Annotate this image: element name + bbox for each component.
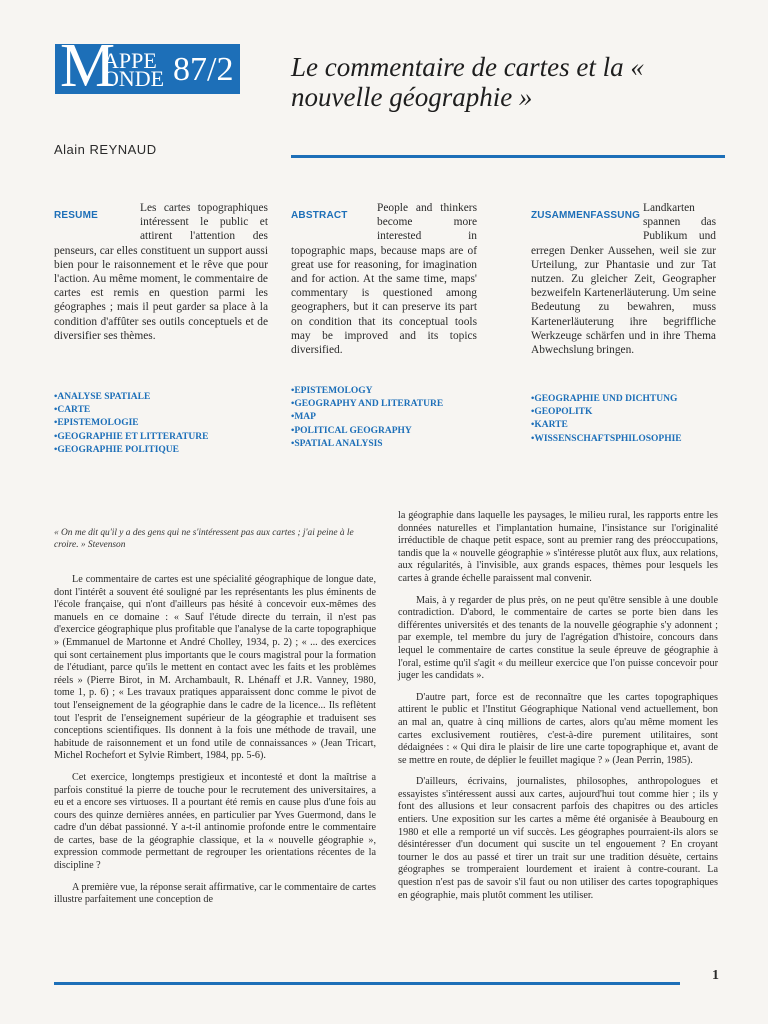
mappemonde-logo (55, 44, 240, 94)
logo-letter: M (60, 44, 116, 94)
keyword-item: • GEOPOLITK (531, 406, 731, 419)
keyword-item: • SPATIAL ANALYSIS (291, 438, 491, 451)
keyword-item: • GEOGRAPHIE ET LITTERATURE (54, 431, 268, 444)
abstract-keywords (291, 385, 491, 451)
resume-label: RESUME (54, 210, 98, 221)
paragraph: Mais, à y regarder de plus près, on ne peut qu'être sensible à une double contradiction. D'abord, le commentaire de cartes se porte bien dans les différentes universités et des tenants de la nouvelle géographie s'y adonnent ; par exemple, tel membre du jury de l'agrégation d'histoire, concours dans lequel le commentaire de cartes constitue la seule épreuve de géographie à l'oral, estime qu'il s'agit « du meilleur exercice que l'on puisse concevoir pour juger les candidats ». (398, 594, 718, 682)
keyword-item: • CARTE (54, 404, 268, 417)
page-number: 1 (712, 968, 719, 983)
article-title: Le commentaire de cartes et la « nouvelle géographie » (291, 52, 644, 112)
issue-number: 87/2 (173, 51, 234, 88)
footer-divider (54, 982, 680, 985)
paragraph: Le commentaire de cartes est une spécialité géographique de longue date, dont l'intérêt a souvent été souligné par les représentants les plus éminents de l'école française, qui n'ont d'ailleurs pas hésité à concevoir eux-mêmes des manuels en ce domaine : « Sauf l'étude directe du terrain, il n'est pas d'exercice géographique plus profitable que l'analyse de la carte topographique » (Emmanuel de Martonne et André Cholley, 1934, p. 2) ; « ... des exercices qui sont certainement plus importants que le cours magistral pour la formation de l'étudiant, parce qu'ils le mettent en contact avec les faits et les problèmes réels » (Pierre Birot, in M. Archambault, R. Lhénaff et J.R. Vanney, 1980, tome 1, p. 6) ; « Les travaux pratiques apparaissent donc comme le pivot de tout l'enseignement de la géographie dans le cadre de la licence... Ils reflètent tout l'esprit de l'enseignement supérieur de la géographie et traduisent ses conceptions scientifiques. Ils donnent à la fois une méthode de travail, une habitude de raisonnement et un fond utile de connaissances » (Jean Tricart, Michel Rochefort et Sylvie Rimbert, 1984, pp. 5-6). (54, 574, 376, 762)
keyword-item: • EPISTEMOLOGY (291, 385, 491, 398)
abstract-text: People and thinkers become more interested in topographic maps, because maps are of great use for reasoning, for imagination and for action. At the same time, maps' commentary is questioned among geographers, but it can preserve its part on condition that its conceptual tools may be improved and its topics diversified. (291, 202, 477, 357)
abstract-block (291, 201, 477, 357)
resume-text: Les cartes topographiques intéressent le public et attirent l'attention des penseurs, car elles constituent un support aussi bien pour le raisonnement et le rêve que pour l'action. Au même moment, le commentaire de cartes est remis en question parmi les géographes ; mais il peut garder sa place à la condition d'affûter ses outils conceptuels et de diversifier ses thèmes. (54, 202, 268, 342)
author-name: Alain REYNAUD (54, 142, 157, 157)
keyword-item: • WISSENSCHAFTSPHILOSOPHIE (531, 433, 731, 446)
zusammenfassung-text: Landkarten spannen das Publikum und erregen Denker Aussehen, weil sie zur Urteilung, zur Phantasie und zur Tat nutzen. Zu gleicher Zeit, Geographer bezweifeln Kartenerläuterung. Um seine Bedeutung zu bewahren, muss Kartenerläuterung ihre begriffliche Werkzeuge schärfen und in ihre Thema Abwechslung bringen. (531, 202, 716, 357)
keyword-item: • MAP (291, 411, 491, 424)
paragraph: Cet exercice, longtemps prestigieux et incontesté et dont la maîtrise a parfois constitué la pierre de touche pour le recrutement des universitaires, a eu et a encore ses virtuoses. Il a pourtant été remis en cause plus d'une fois au cours des quinze dernières années, en particulier par Yves Guermond, dans le cadre d'un débat passionné. Y a-t-il antinomie profonde entre le commentaire de cartes, base de la géographie classique, et la « nouvelle géographie », expression commode permettant de regrouper les orientations récentes de la discipline ? (54, 771, 376, 872)
resume-keywords (54, 391, 268, 457)
keyword-item: • GEOGRAPHIE POLITIQUE (54, 444, 268, 457)
title-divider (291, 155, 725, 158)
logo-top-text: APPE (103, 48, 157, 73)
zusammenfassung-block (531, 201, 716, 357)
abstract-label: ABSTRACT (291, 210, 348, 221)
keyword-item: • EPISTEMOLOGIE (54, 417, 268, 430)
paragraph: D'ailleurs, écrivains, journalistes, philosophes, anthropologues et essayistes s'intéressent aussi aux cartes, aujourd'hui tout comme hier ; ils y font des allusions et leur consacrent parfois des chapitres ou des articles entiers. Une exposition sur les cartes a même été organisée à Beaubourg en 1980 et elle a remporté un vif succès. Les géographes pourraient-ils alors se désintéresser d'un document qui suscite un tel engouement ? En croyant tourner le dos au passé et tirer un trait sur une tradition désuète, certains géographes se tromperaient lourdement et iraient à contre-courant. La question n'est pas de savoir s'il faut ou non utiliser des cartes topographiques en géographie, mais plutôt comment les utiliser. (398, 776, 718, 901)
paragraph: A première vue, la réponse serait affirmative, car le commentaire de cartes illustre parfaitement une conception de (54, 881, 376, 906)
zusammenfassung-label: ZUSAMMENFASSUNG (531, 210, 641, 221)
zusammenfassung-keywords (531, 393, 731, 446)
resume-block (54, 201, 268, 343)
body-column-right (398, 510, 718, 911)
paragraph: la géographie dans laquelle les paysages, le milieu rural, les rapports entre les données naturelles et l'implantation humaine, l'insistance sur l'originalité irréductible de chaque petit espace, sont au premier rang des préoccupations, tandis que la « nouvelle géographie » s'intéresse plutôt aux flux, aux relations, aux régularités, à l'invisible, aux grands espaces, thèmes pour lesquels les cartes à grande échelle paraissent mal convenir. (398, 510, 718, 584)
keyword-item: • KARTE (531, 419, 731, 432)
keyword-item: • GEOGRAPHIE UND DICHTUNG (531, 393, 731, 406)
keyword-item: • ANALYSE SPATIALE (54, 391, 268, 404)
logo-bottom-text: ONDE (103, 66, 165, 91)
epigraph: « On me dit qu'il y a des gens qui ne s'intéressent pas aux cartes ; j'ai peine à le croire. » Stevenson (54, 528, 354, 550)
keyword-item: • POLITICAL GEOGRAPHY (291, 425, 491, 438)
paragraph: D'autre part, force est de reconnaître que les cartes topographiques attirent le public et l'Institut Géographique National vend actuellement, bon an mal an, quatre à cinq millions de cartes, alors qu'au même moment les cartes exclusivement routières, c'est-à-dire purement utilitaires, sont dédaignées : « Qui dira le plaisir de lire une carte topographique et, avant de se mettre en route, de déplier le feuillet magique ? » (Jean Perrin, 1985). (398, 691, 718, 766)
body-column-left (54, 574, 376, 916)
keyword-item: • GEOGRAPHY AND LITERATURE (291, 398, 491, 411)
